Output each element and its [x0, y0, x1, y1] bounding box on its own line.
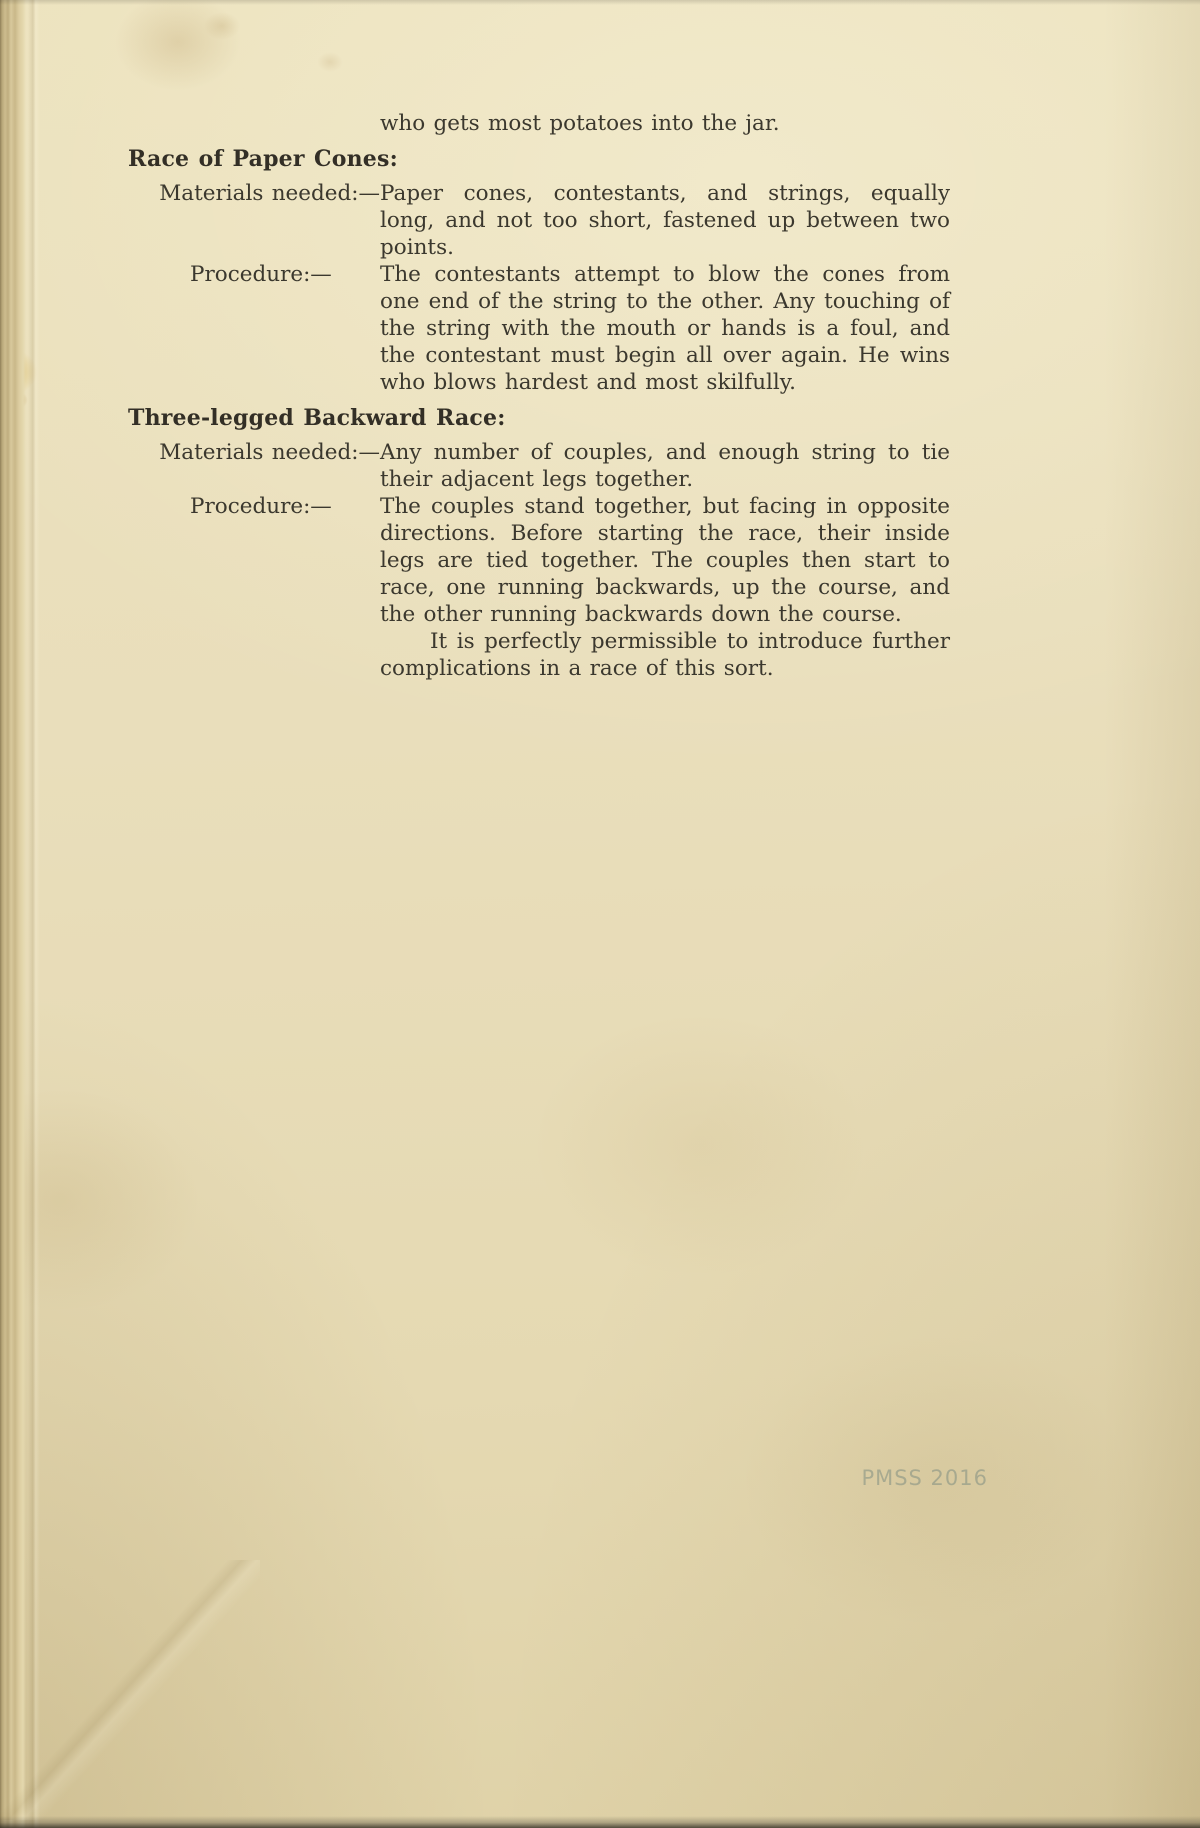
scan-edge-top — [0, 0, 1200, 5]
closing-note: It is perfectly permissible to introduce further complications in a race of this sort. — [380, 629, 950, 681]
materials-text: Any number of couples, and enough string to tie their adjacent legs together. — [380, 440, 950, 492]
materials-entry — [159, 180, 950, 261]
procedure-entry — [190, 261, 950, 396]
materials-label: Materials needed:— — [159, 440, 380, 465]
section-heading-race-of-paper-cones: Race of Paper Cones: — [128, 146, 398, 172]
materials-text: Paper cones, contestants, and strings, equally long, and not too short, fastened up between two points. — [380, 181, 950, 260]
paper-fold-crease — [0, 1560, 260, 1820]
section-heading-three-legged-backward-race: Three-legged Backward Race: — [128, 405, 506, 431]
page-content — [128, 110, 950, 682]
paper-crease — [28, 0, 40, 1828]
materials-label: Materials needed:— — [159, 181, 380, 206]
continuation-line: who gets most potatoes into the jar. — [380, 111, 780, 136]
watermark: PMSS 2016 — [861, 1466, 988, 1490]
procedure-label: Procedure:— — [190, 494, 332, 519]
procedure-text: The couples stand together, but facing in opposite directions. Before starting the race, their inside legs are tied together. The couples then start to race, one running backwards, up the course, and the other running backwards down the course. — [380, 494, 950, 627]
procedure-label: Procedure:— — [190, 262, 332, 287]
procedure-text: The contestants attempt to blow the cones from one end of the string to the other. Any touching of the string with the mouth or hands is a foul, and the contestant must begin all over again. He wins who blows hardest and most skilfully. — [380, 262, 950, 395]
procedure-entry — [190, 493, 950, 628]
book-binding-edge — [0, 0, 26, 1828]
materials-entry — [159, 439, 950, 493]
scan-edge-bottom — [0, 1816, 1200, 1828]
